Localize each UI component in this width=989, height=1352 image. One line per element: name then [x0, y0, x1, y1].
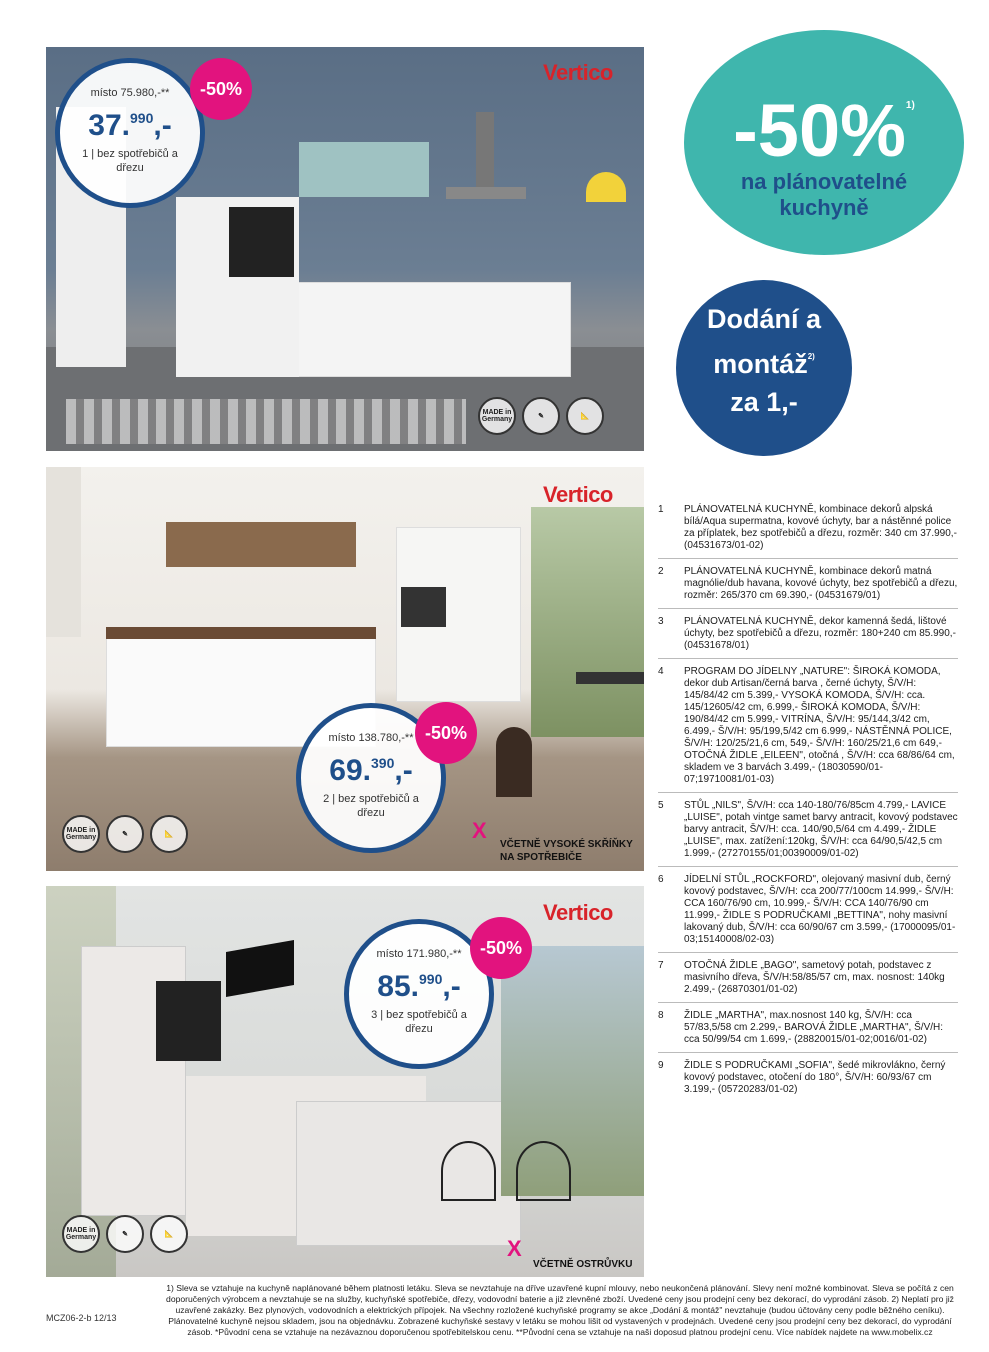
promo-line-1: na plánovatelné	[740, 169, 908, 194]
feature-badges-1	[478, 397, 604, 435]
new-price: 37.$^{990}$,-	[88, 109, 172, 142]
footnote: 1) Sleva se vztahuje na kuchyně naplánované během platnosti letáku. Sleva se nevztahuje na dříve uzavřené kupní mlouvy, nebo neukončená plánování. Slevy není možné kombinovat. Sleva se počítá z cen doporučených výrobcem a nevztahuje se na služby, kuchyňské spotřebiče, dřezy, vodovodní baterie a již zlevněné zboží. Uvedené ceny jsou prodejní ceny bez dekorací, do vyprodání zásob. 2) Neplatí pro již uzavřené zakázky. Bez plynových, vodovodních a elektrických přípojek. Na všechny rozložené kuchyňské programy se akce „Dodání & montáž" nevztahuje (budou účtovány ceny podle běžného ceníku). Plánovatelné kuchyně nejsou skladem, jsou na objednávku. Zobrazené kuchyňské sestavy v letáku se mohou lišit od vystavených v prodejnách. Uvedené ceny jsou prodejní ceny bez dekorací, do vyprodání zásob. *Původní cena se vztahuje na nezávaznou doporučenou spotřebitelskou cenu. **Původní cena se vztahuje na naši doposud platnou prodejní cenu. Více nabídek najdete na www.mobelix.cz	[166, 1283, 954, 1337]
delivery-line-2: montáž$^{2)}$	[713, 349, 815, 379]
price-note: 1 | bez spotřebičů a dřezu	[82, 148, 178, 174]
x-mark-2: X	[472, 818, 487, 843]
discount-promo-circle	[684, 30, 964, 255]
brand-logo-1: Vertico	[543, 60, 613, 85]
product-list	[658, 504, 958, 1109]
list-item: 3 PLÁNOVATELNÁ KUCHYNĚ, dekor kamenná šedá, lištové úchyty, bez spotřebičů a dřezu, rozměr: 180+240 cm 85.990,- (04531678/01)	[658, 616, 958, 659]
new-price: 69.$^{390}$,-	[329, 754, 413, 787]
new-price: 85.$^{990}$,-	[377, 970, 461, 1003]
old-price: místo 138.780,-**	[328, 732, 414, 744]
tools-icon: ✎	[106, 1215, 144, 1253]
tools-icon: ✎	[106, 815, 144, 853]
list-item: 7 OTOČNÁ ŽIDLE „BAGO", sametový potah, podstavec z masivního dřeva, Š/V/H:58/85/57 cm, max. nosnost: 140kg 2.499,- (26870301/01-02)	[658, 960, 958, 1003]
feature-badges-2	[62, 815, 188, 853]
list-item: 1 PLÁNOVATELNÁ KUCHYNĚ, kombinace dekorů alpská bílá/Aqua supermatna, kovové úchyty, bar a nástěnné police za příplatek, bez spotřebičů a dřezu, rozměr: 340 cm 37.990,- (04531673/01-02)	[658, 504, 958, 559]
delivery-line-3: za 1,-	[730, 387, 798, 417]
measure-icon: 📐	[566, 397, 604, 435]
brand-logo-2: Vertico	[543, 482, 613, 507]
included-note-3: VČETNĚ OSTRŮVKU	[533, 1259, 633, 1270]
price-note: 2 | bez spotřebičů a dřezu	[323, 793, 419, 819]
made-in-germany-icon: MADE in Germany	[478, 397, 516, 435]
price-circle-1	[55, 58, 205, 208]
old-price: místo 75.980,-**	[90, 87, 170, 99]
catalog-code: MCZ06-2-b 12/13	[46, 1313, 117, 1323]
measure-icon: 📐	[150, 815, 188, 853]
list-item: 5 STŮL „NILS", Š/V/H: cca 140-180/76/85cm 4.799,- LAVICE „LUISE", potah vintge samet barvy antracit, kovový podstavec barvy antracit, Š/V/H: cca. 140/90,5/64 cm 4.499,- ŽIDLE „LUISE", max. zatížení:120kg, Š/V/H: cca 64/90,5/42,5 cm 1.999,- (27270155/01;00390009/01-02)	[658, 800, 958, 867]
made-in-germany-icon: MADE in Germany	[62, 1215, 100, 1253]
discount-badge-1: -50%	[190, 58, 252, 120]
brand-logo-3: Vertico	[543, 900, 613, 925]
measure-icon: 📐	[150, 1215, 188, 1253]
price-note: 3 | bez spotřebičů a dřezu	[371, 1009, 467, 1035]
tools-icon: ✎	[522, 397, 560, 435]
feature-badges-3	[62, 1215, 188, 1253]
included-note-2: VČETNĚ VYSOKÉ SKŘÍŇKY NA SPOTŘEBIČE	[500, 839, 633, 863]
list-item: 9 ŽIDLE S PODRUČKAMI „SOFIA", šedé mikrovlákno, černý kovový podstavec, otočení do 180°, Š/V/H: 60/93/67 cm 3.199,- (05720283/01-02)	[658, 1060, 946, 1095]
discount-badge-2: -50%	[415, 702, 477, 764]
delivery-line-1: Dodání a	[706, 304, 821, 334]
list-item: 6 JÍDELNÍ STŮL „ROCKFORD", olejovaný masivní dub, černý kovový podstavec, Š/V/H: cca 200/77/100cm 14.999,- Š/V/H: CCA 160/76/90 cm, 10.999,- Š/V/H: CCA 140/76/90 cm 11.999,- ŽIDLE S PODRUČKAMI „BETTINA", nohy masivní lakovaný dub, Š/V/H: cca 60/90/67 cm 3.599,- (17000095/01-03;15140008/02-03)	[658, 874, 958, 953]
promo-line-2: kuchyně	[779, 195, 869, 220]
promo-percent: -50%$^{1)}$	[733, 89, 915, 172]
list-item: 8 ŽIDLE „MARTHA", max.nosnost 140 kg, Š/V/H: cca 57/83,5/58 cm 2.299,- BAROVÁ ŽIDLE „MARTHA", Š/V/H: cca 50/99/54 cm 1.699,- (28820015/01-02;0016/01-02)	[658, 1010, 958, 1053]
list-item: 2 PLÁNOVATELNÁ KUCHYNĚ, kombinace dekorů matná magnólie/dub havana, kovové úchyty, bez spotřebičů a dřezu, rozměr: 265/370 cm 69.390,- (04531679/01)	[658, 566, 958, 609]
delivery-promo-circle	[676, 280, 852, 456]
discount-badge-3: -50%	[470, 917, 532, 979]
made-in-germany-icon: MADE in Germany	[62, 815, 100, 853]
x-mark-3: X	[507, 1236, 522, 1261]
list-item: 4 PROGRAM DO JÍDELNY „NATURE": ŠIROKÁ KOMODA, dekor dub Artisan/černá barva , černé úchyty, Š/V/H: 145/84/42 cm 5.399,- VYSOKÁ KOMODA, Š/V/H: cca. 145/12605/42 cm, 6.999,- ŠIROKÁ KOMODA, Š/V/H: 190/84/42 cm 5.999,- VITRÍNA, Š/V/H: 95/144,3/42 cm, 6.499,- Š/V/H: 95/199,5/42 cm 6.999,- NÁSTĚNNÁ POLICE, Š/V/H: 120/25/21,6 cm, 549,- Š/V/H: 160/25/21,6 cm 649,- OTOČNÁ ŽIDLE „EILEEN", otočná , Š/V/H: cca 68/86/64 cm, skladem ve 3 barvách 3.499,- (18030590/01-07;19710081/01-03)	[658, 666, 958, 793]
old-price: místo 171.980,-**	[376, 948, 462, 960]
